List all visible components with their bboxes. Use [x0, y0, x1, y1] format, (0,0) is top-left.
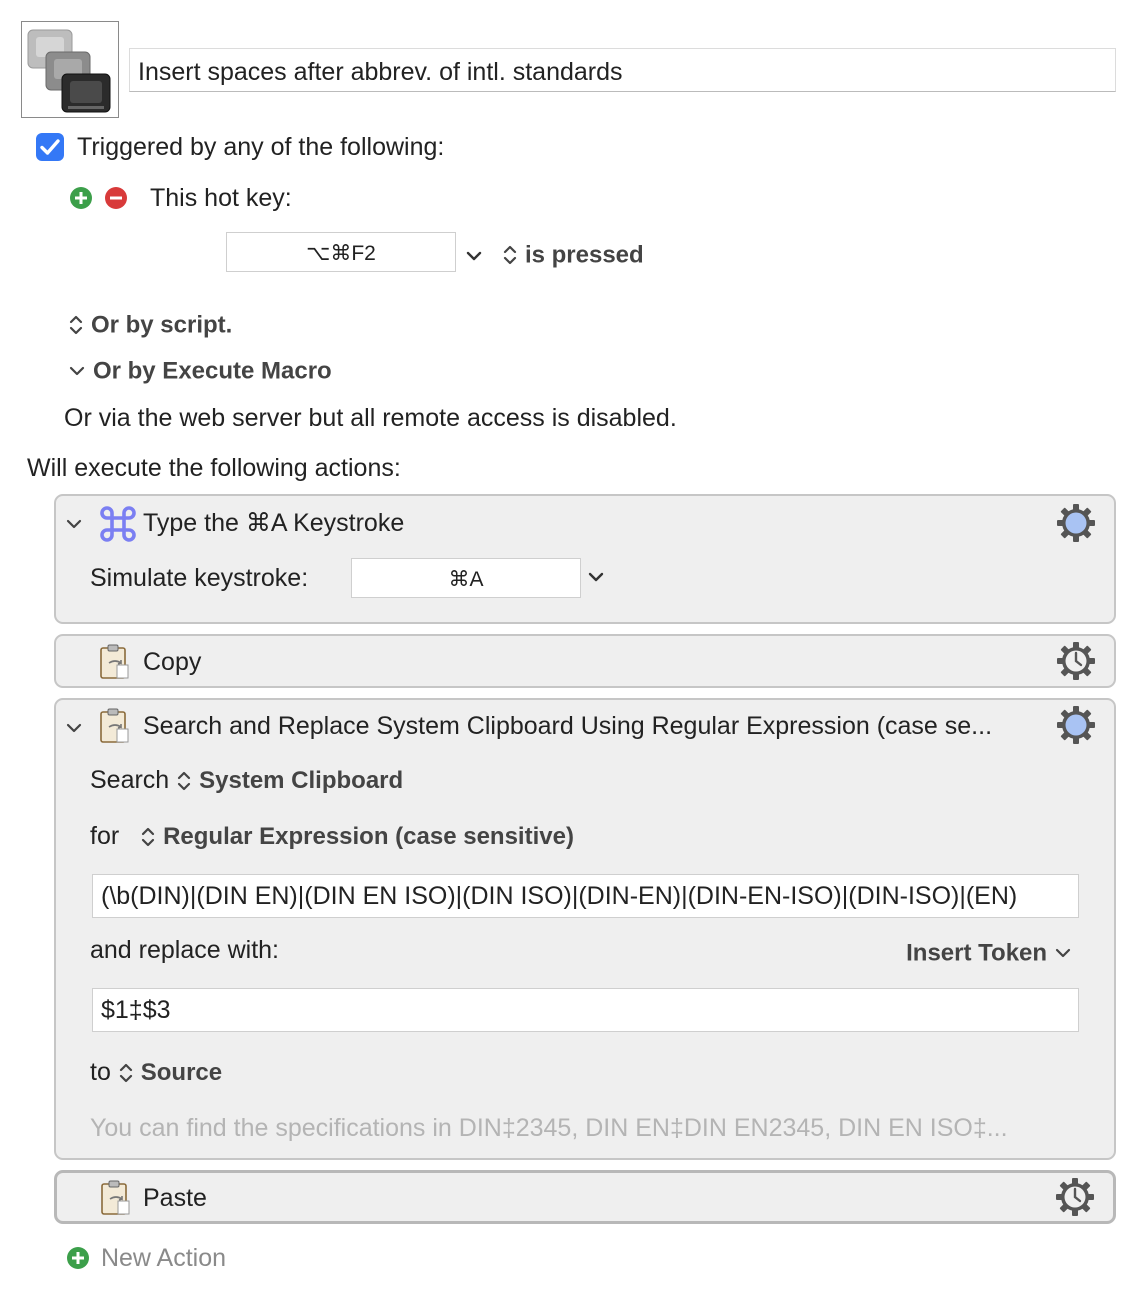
- simulate-keystroke-label: Simulate keystroke:: [90, 564, 309, 592]
- to-target-label: Source: [140, 1059, 223, 1086]
- hotkey-label: This hot key:: [150, 184, 292, 212]
- disclosure-chevron-icon[interactable]: [64, 718, 84, 738]
- or-by-execute-macro-label: Or by Execute Macro: [92, 357, 332, 385]
- or-by-execute-macro-disclosure[interactable]: [68, 356, 332, 385]
- regex-pattern-field[interactable]: (\b(DIN)|(DIN EN)|(DIN EN ISO)|(DIN ISO)|(DIN-EN)|(DIN-EN-ISO)|(DIN-ISO)|(EN): [92, 874, 1079, 918]
- insert-token-menu[interactable]: [906, 938, 1072, 967]
- search-target-label: System Clipboard: [199, 767, 404, 794]
- chevron-down-icon[interactable]: [586, 567, 606, 587]
- action-search-replace[interactable]: [54, 698, 1116, 1160]
- action-copy[interactable]: [54, 634, 1116, 688]
- or-by-script-label: Or by script.: [90, 311, 233, 339]
- plus-circle-icon: [69, 186, 93, 210]
- action-paste[interactable]: [54, 1170, 1116, 1224]
- action-title: Copy: [143, 648, 202, 676]
- add-trigger-button[interactable]: [69, 186, 93, 217]
- updown-chevron-icon: [502, 243, 518, 267]
- clipboard-icon: [100, 1179, 130, 1217]
- keystroke-field[interactable]: ⌘A: [351, 558, 581, 598]
- triggers-header: Triggered by any of the following:: [77, 133, 445, 161]
- disclosure-chevron-icon[interactable]: [64, 514, 84, 534]
- to-label-text: to: [90, 1058, 111, 1086]
- action-type-keystroke[interactable]: [54, 494, 1116, 624]
- macro-icon[interactable]: [21, 21, 119, 118]
- chevron-down-icon: [464, 246, 484, 266]
- remove-trigger-button[interactable]: [104, 186, 128, 217]
- chevron-down-icon: [1054, 943, 1072, 963]
- hotkey-dropdown-button[interactable]: [464, 244, 484, 273]
- gear-clock-icon[interactable]: [1056, 641, 1096, 681]
- for-label: [90, 822, 574, 851]
- gear-icon[interactable]: [1056, 503, 1096, 543]
- web-server-note: Or via the web server but all remote access is disabled.: [64, 404, 677, 432]
- actions-header: Will execute the following actions:: [27, 454, 401, 482]
- action-title: Type the ⌘A Keystroke: [143, 509, 405, 537]
- triggers-enabled-checkbox[interactable]: [36, 133, 64, 161]
- for-mode-label: Regular Expression (case sensitive): [163, 823, 574, 850]
- new-action-button[interactable]: [66, 1243, 226, 1273]
- clipboard-icon: [99, 643, 129, 681]
- macro-name-field[interactable]: Insert spaces after abbrev. of intl. standards: [129, 48, 1116, 92]
- clipboard-icon: [99, 707, 129, 745]
- updown-chevron-icon: [176, 769, 192, 793]
- or-by-script-disclosure[interactable]: [68, 310, 232, 339]
- search-target-popup[interactable]: [176, 766, 403, 794]
- search-label-text: Search: [90, 766, 170, 794]
- to-target-popup[interactable]: [118, 1058, 222, 1086]
- hotkey-mode-popup[interactable]: [502, 240, 644, 269]
- plus-circle-icon: [66, 1246, 90, 1270]
- for-label-text: for: [90, 822, 120, 850]
- command-key-icon: [99, 505, 137, 543]
- to-label: [90, 1058, 222, 1087]
- hotkey-field[interactable]: ⌥⌘F2: [226, 232, 456, 272]
- replacement-field[interactable]: $1‡$3: [92, 988, 1079, 1032]
- chevron-down-icon: [68, 359, 86, 383]
- updown-chevron-icon: [118, 1061, 134, 1085]
- hotkey-mode-label: is pressed: [524, 241, 644, 269]
- replace-label: and replace with:: [90, 936, 280, 964]
- search-label: [90, 766, 403, 795]
- new-action-label: New Action: [100, 1243, 227, 1272]
- updown-chevron-icon: [68, 313, 84, 337]
- updown-chevron-icon: [140, 825, 156, 849]
- checkmark-icon: [36, 133, 64, 161]
- for-mode-popup[interactable]: [140, 822, 574, 850]
- minus-circle-icon: [104, 186, 128, 210]
- action-title: Search and Replace System Clipboard Using Regular Expression (case se...: [143, 712, 993, 740]
- result-preview: You can find the specifications in DIN‡2345, DIN EN‡DIN EN2345, DIN EN ISO‡...: [90, 1114, 1008, 1142]
- gear-clock-icon[interactable]: [1055, 1177, 1095, 1217]
- gear-icon[interactable]: [1056, 705, 1096, 745]
- action-title: Paste: [143, 1184, 207, 1212]
- insert-token-label: Insert Token: [906, 939, 1048, 967]
